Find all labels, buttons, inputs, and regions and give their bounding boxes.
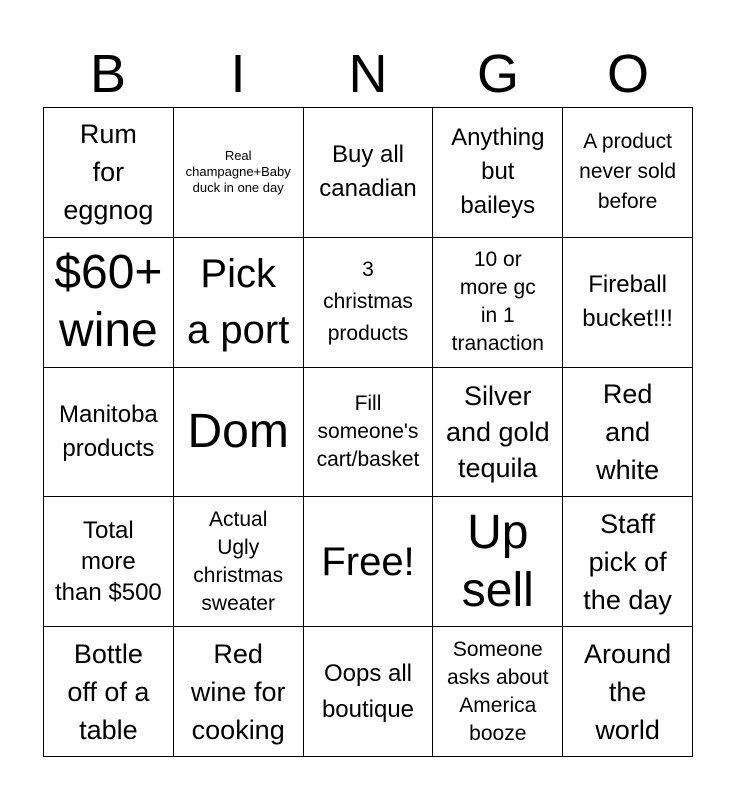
bingo-cell-r3c2[interactable] (174, 368, 304, 498)
header-letter-b: B (89, 44, 127, 104)
cell-text: Rum for eggnog (63, 119, 154, 226)
bingo-cell-r2c5[interactable] (563, 238, 693, 368)
bingo-cell-r5c2[interactable] (174, 627, 304, 757)
cell-text: 3 christmas products (323, 258, 413, 346)
bingo-cell-r5c3[interactable] (304, 627, 434, 757)
cell-text: Someone asks about America booze (447, 637, 549, 745)
bingo-cell-r3c3[interactable] (304, 368, 434, 498)
cell-text: 10 or more gc in 1 tranaction (451, 248, 544, 356)
bingo-cell-r4c2[interactable] (174, 497, 304, 627)
cell-text: Silver and gold tequila (445, 380, 550, 483)
bingo-header (43, 40, 693, 108)
header-letter-n: N (348, 44, 388, 104)
cell-text: Dom (187, 404, 289, 458)
bingo-cell-r4c1[interactable] (44, 497, 174, 627)
cell-text: Anything but baileys (451, 124, 545, 220)
bingo-cell-r1c4[interactable] (433, 108, 563, 238)
bingo-cell-r2c1[interactable] (44, 238, 174, 368)
cell-text: Fireball bucket!!! (582, 271, 673, 333)
bingo-cell-r2c4[interactable] (433, 238, 563, 368)
bingo-cell-r1c5[interactable] (563, 108, 693, 238)
bingo-cell-r1c1[interactable] (44, 108, 174, 238)
bingo-cell-r5c4[interactable] (433, 627, 563, 757)
header-letter-o: O (606, 44, 649, 104)
bingo-cell-r2c2[interactable] (174, 238, 304, 368)
bingo-cell-r3c1[interactable] (44, 368, 174, 498)
header-letter-i: I (230, 44, 246, 104)
cell-text: Free! (321, 539, 415, 584)
cell-text: Actual Ugly christmas sweater (193, 507, 284, 615)
cell-text: Total more than $500 (55, 517, 162, 607)
cell-text: Red wine for cooking (190, 638, 286, 745)
cell-text: Red and white (596, 378, 660, 485)
bingo-cell-r5c5[interactable] (563, 627, 693, 757)
cell-text: Real champagne+Baby duck in one day (185, 148, 291, 196)
cell-text: A product never sold before (579, 130, 677, 214)
bingo-board (43, 107, 693, 757)
cell-text: Up sell (461, 505, 534, 617)
header-letter-g: G (476, 44, 519, 104)
cell-text: Pick a port (187, 252, 290, 353)
cell-text: Fill someone's cart/basket (316, 391, 420, 471)
cell-text: Staff pick of the day (583, 508, 672, 615)
cell-text: Around the world (584, 638, 672, 745)
bingo-cell-r3c4[interactable] (433, 368, 563, 498)
bingo-cell-r5c1[interactable] (44, 627, 174, 757)
bingo-cell-r1c2[interactable] (174, 108, 304, 238)
bingo-cell-r4c4[interactable] (433, 497, 563, 627)
bingo-cell-r1c3[interactable] (304, 108, 434, 238)
cell-text: Bottle off of a table (67, 638, 150, 745)
bingo-cell-r4c5[interactable] (563, 497, 693, 627)
bingo-cell-r3c5[interactable] (563, 368, 693, 498)
bingo-cell-r2c3[interactable] (304, 238, 434, 368)
cell-text: Oops all boutique (321, 659, 415, 723)
cell-text: $60+ wine (54, 246, 163, 358)
bingo-cell-r4c3[interactable] (304, 497, 434, 627)
cell-text: Manitoba products (59, 400, 158, 462)
cell-text: Buy all canadian (319, 141, 417, 203)
